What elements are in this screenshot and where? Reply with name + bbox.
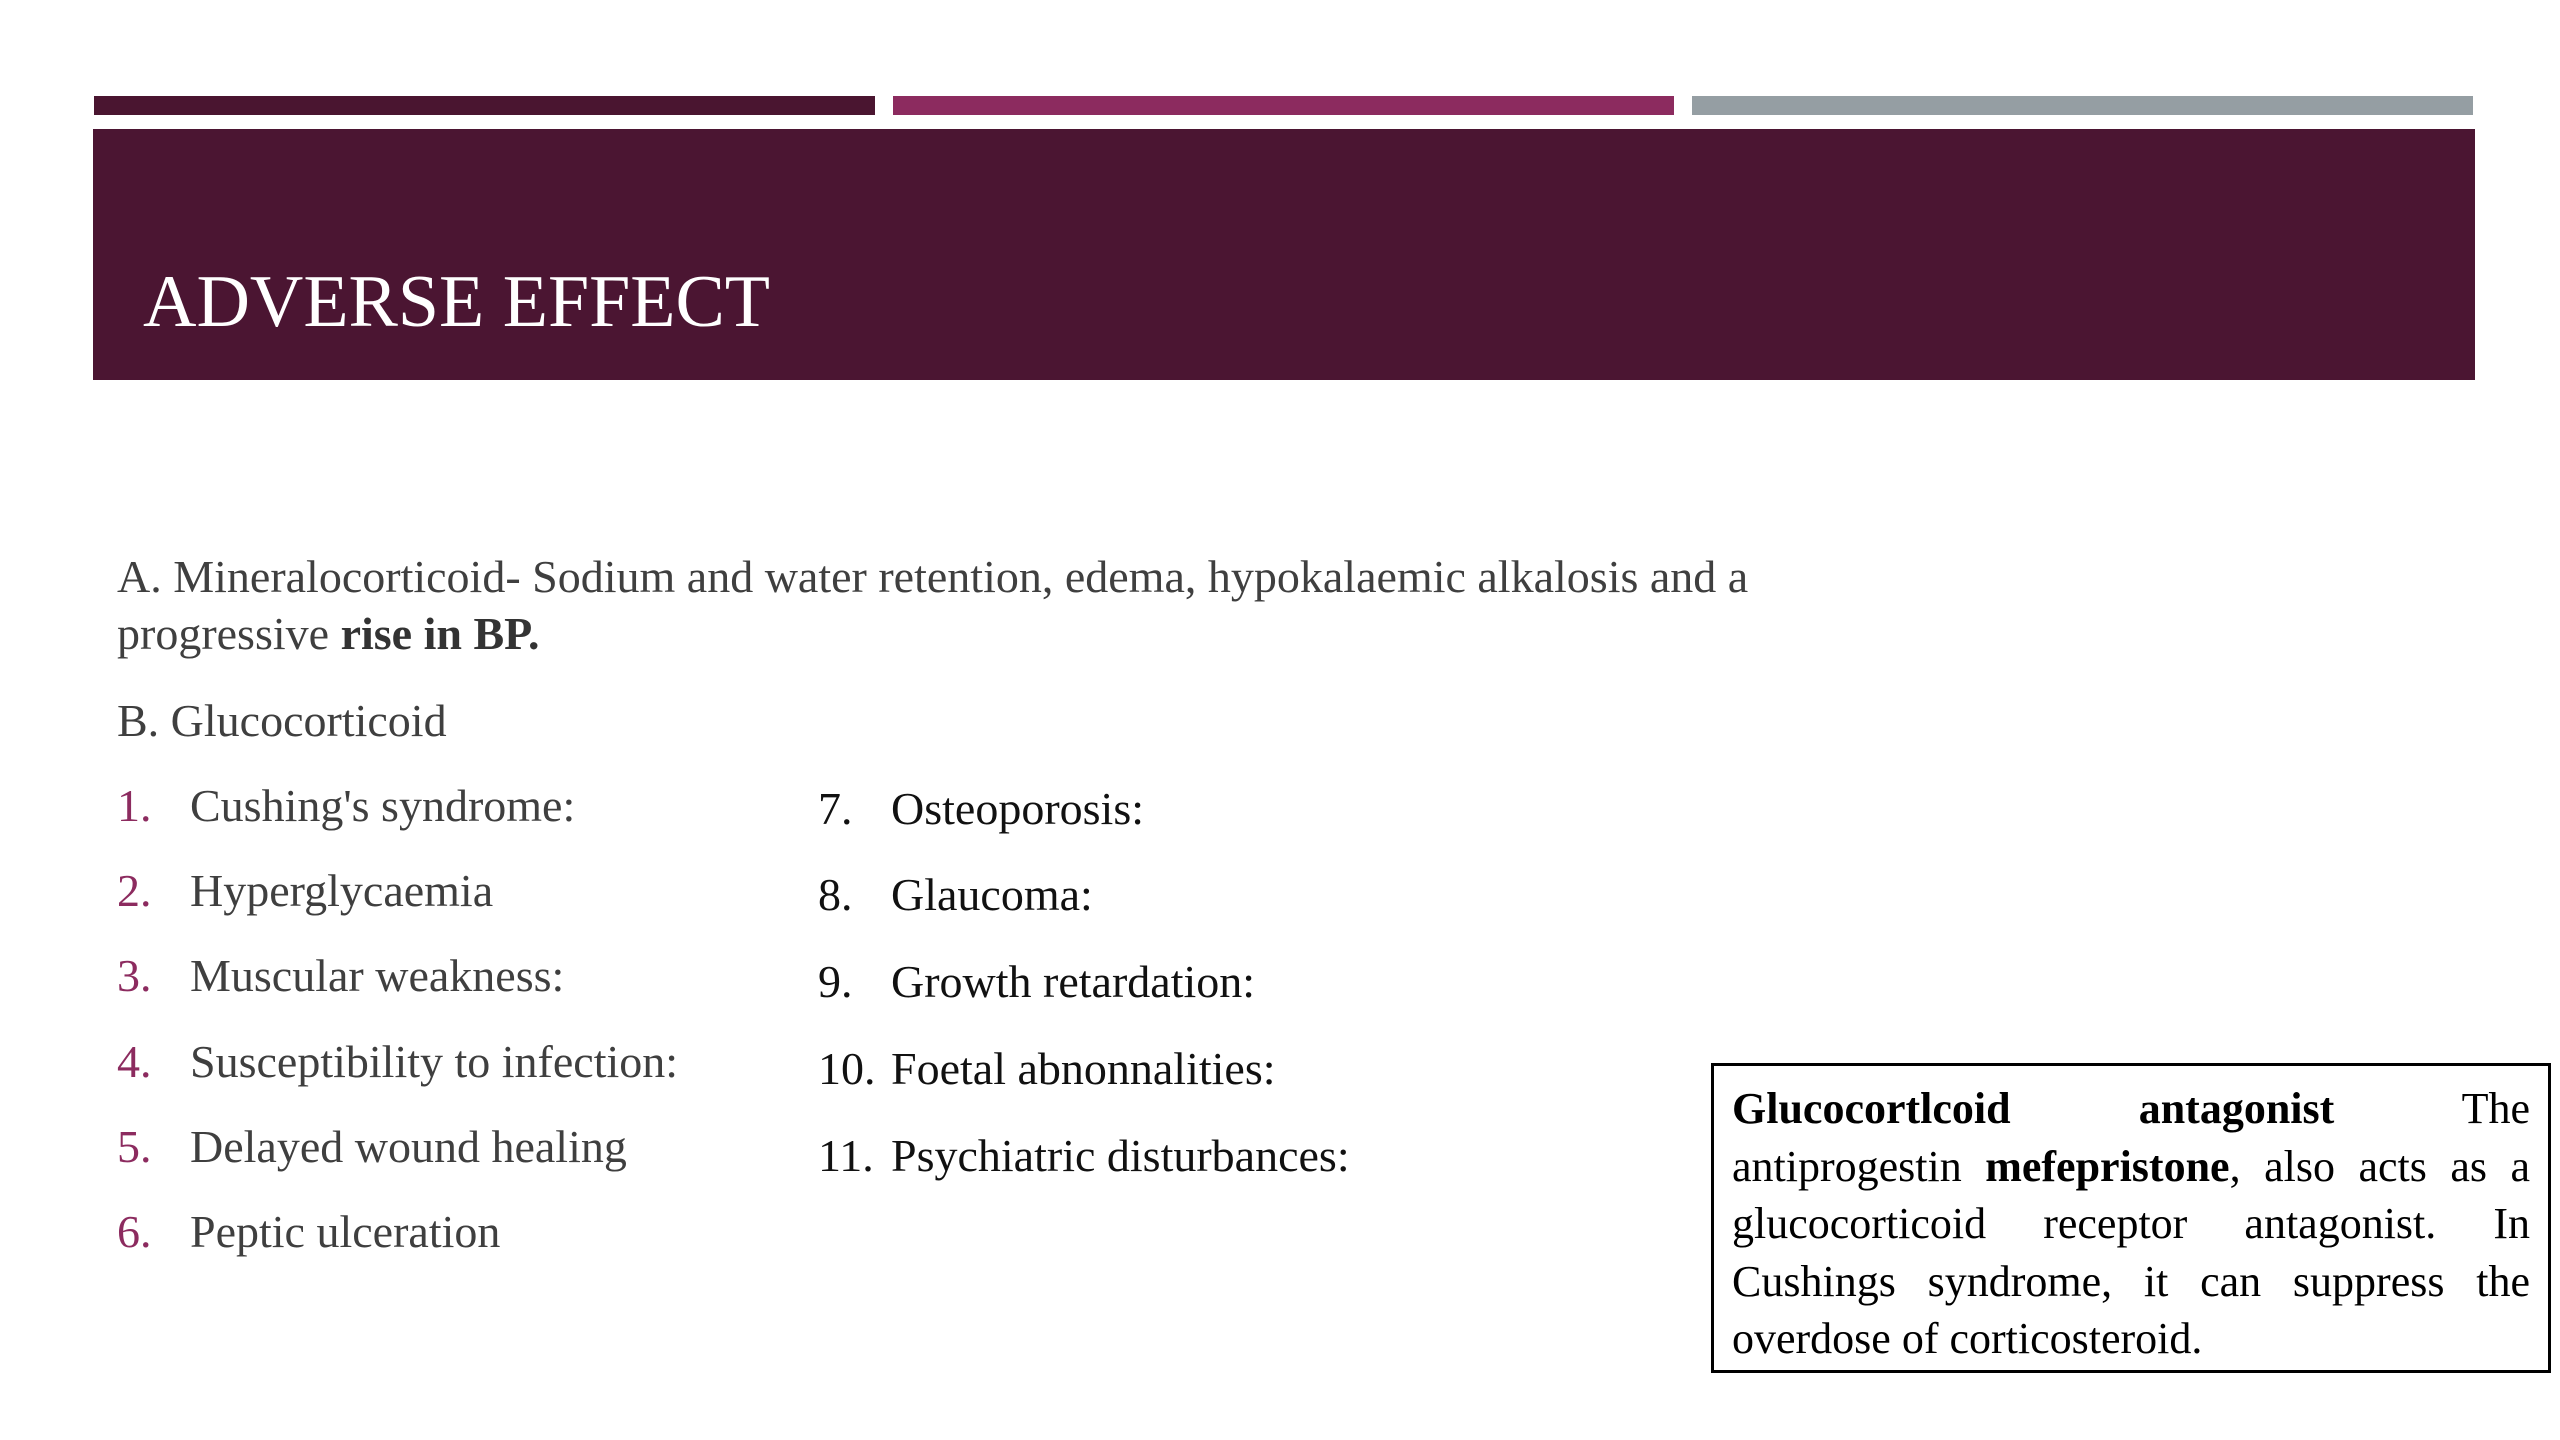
list-text: Susceptibility to infection: xyxy=(190,1036,679,1087)
callout-heading: Glucocortlcoid antagonist xyxy=(1732,1084,2335,1133)
list-number: 10. xyxy=(818,1043,876,1094)
list-text: Muscular weakness: xyxy=(190,950,565,1001)
accent-bar-grey xyxy=(1692,96,2473,115)
callout-text-2: , also acts as a glucocorticoid receptor antagonist. In Cushings syndrome, it can suppress the overdose of corticosteroid. xyxy=(1732,1141,2530,1363)
mineralocorticoid-text: A. Mineralocorticoid- Sodium and water retention, edema, hypokalaemic alkalosis and a progressive xyxy=(117,551,1749,659)
list-number: 9. xyxy=(818,956,853,1007)
list-text: Glaucoma: xyxy=(891,869,1093,920)
accent-bar-magenta xyxy=(893,96,1674,115)
list-text: Psychiatric disturbances: xyxy=(891,1130,1350,1181)
callout-drug-name: mefepristone xyxy=(1985,1141,2230,1191)
list-number: 1. xyxy=(117,780,152,831)
glucocorticoid-heading: B. Glucocorticoid xyxy=(117,695,447,746)
list-number: 5. xyxy=(117,1121,152,1172)
list-text: Cushing's syndrome: xyxy=(190,780,576,831)
list-number: 6. xyxy=(117,1206,152,1257)
list-text: Foetal abnonnalities: xyxy=(891,1043,1276,1094)
slide-title: ADVERSE EFFECT xyxy=(143,261,771,343)
list-text: Peptic ulceration xyxy=(190,1206,501,1257)
callout-text-1: The antiprogestin xyxy=(1732,1084,2530,1191)
list-text: Delayed wound healing xyxy=(190,1121,627,1172)
list-number: 4. xyxy=(117,1036,152,1087)
mineralocorticoid-paragraph xyxy=(117,548,1897,662)
list-number: 7. xyxy=(818,783,853,834)
antagonist-callout-box xyxy=(1711,1063,2551,1373)
accent-bar-dark xyxy=(94,96,875,115)
list-number: 2. xyxy=(117,865,152,916)
list-text: Osteoporosis: xyxy=(891,783,1144,834)
list-number: 11. xyxy=(818,1130,874,1181)
list-number: 3. xyxy=(117,950,152,1001)
list-text: Hyperglycaemia xyxy=(190,865,494,916)
list-number: 8. xyxy=(818,869,853,920)
list-text: Growth retardation: xyxy=(891,956,1256,1007)
title-band xyxy=(93,129,2475,380)
mineralocorticoid-emphasis: rise in BP. xyxy=(340,608,540,659)
